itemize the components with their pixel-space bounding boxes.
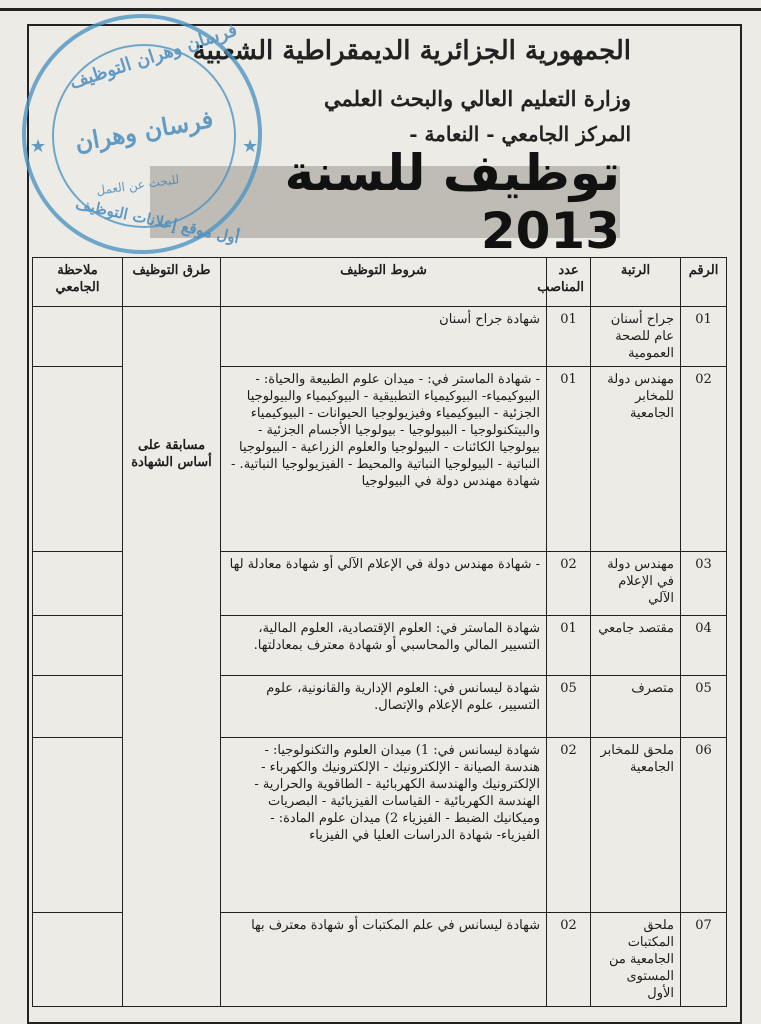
notes-cell bbox=[33, 307, 123, 367]
recruitment-banner: توظيف للسنة 2013 bbox=[150, 166, 620, 238]
row-conditions: - شهادة الماستر في: - ميدان علوم الطبيعة والحياة: - البيوكيمياء- البيوكيمياء التطبيقية - البيوكيمياء والبيولوجيا الجزئية - البيوكيمياء وفيزيولوجيا الحيوانات - البيوكيمياء والبيتكنولوجيا - البيولوجيا - بيولوجيا الأجسام الجزئية - بيولوجيا الكائنات - البيولوجيا والعلوم الزراعية - البيولوجيا النباتية - البيولوجيا النباتية والمحيط - الفيزيولوجيا النباتية. - شهادة مهندس دولة في البيولوجيا bbox=[221, 367, 547, 552]
row-num: 04 bbox=[681, 616, 727, 676]
row-conditions: - شهادة مهندس دولة في الإعلام الآلي أو شهادة معادلة لها bbox=[221, 552, 547, 616]
stamp-star-icon: ★ bbox=[30, 136, 47, 157]
row-count: 02 bbox=[547, 913, 591, 1007]
stamp-ring-bottom-text: أول موقع إعلانات التوظيف bbox=[73, 194, 241, 248]
row-conditions: شهادة ليسانس في: 1) ميدان العلوم والتكنولوجيا: - هندسة الصيانة - الإلكترونيك - الإلكترونيك والكهرباء - الإلكترونيك والهندسة الكهربائية - الطاقوية والحرارية - الهندسة الكهربائية - القياسات الفيزيائية - البصريات وميكانيك الضبط - الفيزياء 2) ميدان علوم المادة: - الفيزياء- شهادة الدراسات العليا في الفيزياء bbox=[221, 738, 547, 913]
top-rule bbox=[0, 8, 761, 11]
center-title: المركز الجامعي - النعامة - bbox=[409, 122, 631, 146]
row-conditions: شهادة ليسانس في علم المكتبات أو شهادة معترف بها bbox=[221, 913, 547, 1007]
row-num: 03 bbox=[681, 552, 727, 616]
row-num: 06 bbox=[681, 738, 727, 913]
row-rank: مهندس دولة في الإعلام الآلي bbox=[591, 552, 681, 616]
row-count: 05 bbox=[547, 676, 591, 738]
row-count: 02 bbox=[547, 552, 591, 616]
row-conditions: شهادة جراح أسنان bbox=[221, 307, 547, 367]
row-rank: ملحق المكتبات الجامعية من المستوى الأول bbox=[591, 913, 681, 1007]
row-num: 07 bbox=[681, 913, 727, 1007]
row-count: 02 bbox=[547, 738, 591, 913]
row-rank: ملحق للمخابر الجامعية bbox=[591, 738, 681, 913]
row-num: 02 bbox=[681, 367, 727, 552]
table-row bbox=[33, 307, 727, 367]
row-conditions: شهادة ليسانس في: العلوم الإدارية والقانونية، علوم التسيير، علوم الإعلام والإتصال. bbox=[221, 676, 547, 738]
header-num: الرقم bbox=[681, 258, 727, 307]
row-count: 01 bbox=[547, 367, 591, 552]
stamp-sub-text: للبحث عن العمل bbox=[95, 172, 181, 198]
notes-cell bbox=[33, 552, 123, 616]
notes-cell bbox=[33, 738, 123, 913]
row-count: 01 bbox=[547, 307, 591, 367]
row-num: 05 bbox=[681, 676, 727, 738]
notes-cell bbox=[33, 616, 123, 676]
row-count: 01 bbox=[547, 616, 591, 676]
header-rank: الرتبة bbox=[591, 258, 681, 307]
header-conditions: شروط التوظيف bbox=[221, 258, 547, 307]
republic-title: الجمهورية الجزائرية الديمقراطية الشعبية bbox=[192, 36, 631, 66]
row-rank: مقتصد جامعي bbox=[591, 616, 681, 676]
notes-cell bbox=[33, 676, 123, 738]
stamp-star-icon: ★ bbox=[242, 136, 259, 157]
header-notes: ملاحظة الجامعي bbox=[33, 258, 123, 307]
recruitment-table bbox=[32, 257, 727, 1007]
row-rank: جراح أسنان عام للصحة العمومية bbox=[591, 307, 681, 367]
row-rank: مهندس دولة للمخابر الجامعية bbox=[591, 367, 681, 552]
table-header-row bbox=[33, 258, 727, 307]
header-count: عدد المناصب bbox=[547, 258, 591, 307]
row-num: 01 bbox=[681, 307, 727, 367]
notes-cell bbox=[33, 913, 123, 1007]
row-conditions: شهادة الماستر في: العلوم الإقتصادية، العلوم المالية، التسيير المالي والمحاسبي أو شهادة معترف بمعادلتها. bbox=[221, 616, 547, 676]
notes-cell bbox=[33, 367, 123, 552]
ministry-title: وزارة التعليم العالي والبحث العلمي bbox=[324, 86, 631, 111]
stamp-center-text: فرسان وهران bbox=[72, 104, 216, 157]
watermark-stamp bbox=[22, 14, 262, 254]
header-method: طرق التوظيف bbox=[123, 258, 221, 307]
stamp-ring-top-text: فرسان وهران التوظيف bbox=[67, 19, 240, 94]
row-rank: متصرف bbox=[591, 676, 681, 738]
method-cell: مسابقة على أساس الشهادة bbox=[123, 307, 221, 1007]
